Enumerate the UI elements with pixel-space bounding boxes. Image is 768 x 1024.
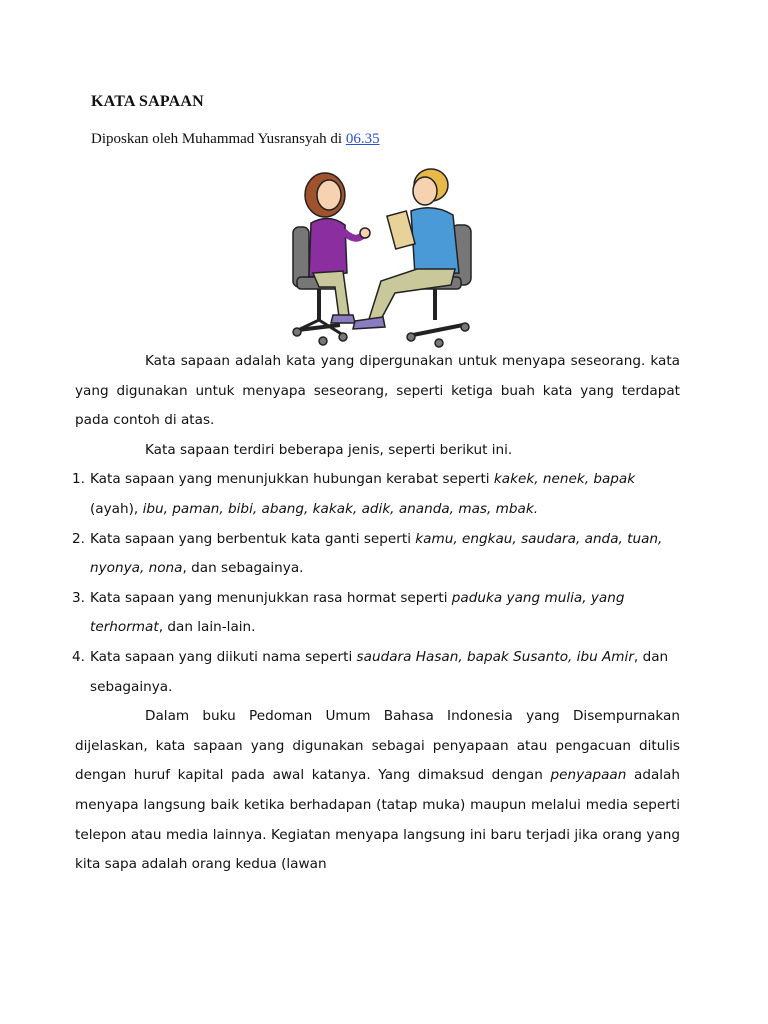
- sapaan-type-list: [72, 465, 680, 702]
- paragraph-pedoman: Dalam buku Pedoman Umum Bahasa Indonesia yang Disempurnakan dijelaskan, kata sapaan yang digunakan sebagai penyapaan atau pengacuan ditulis dengan huruf kapital pada awal katanya. Yang dimaksud dengan penyapaan adalah menyapa langsung baik ketika berhadapan (tatap muka) maupun melalui media seperti telepon atau media lainnya. Kegiatan menyapa langsung ini baru terjadi jika orang yang kita sapa adalah orang kedua (lawan: [75, 708, 680, 873]
- man-figure: [353, 169, 459, 329]
- list-item: 1. Kata sapaan yang menunjukkan hubungan kerabat seperti kakek, nenek, bapak (ayah), ibu, paman, bibi, abang, kakak, adik, ananda, mas, mbak.: [72, 471, 636, 517]
- paragraph-types-intro: Kata sapaan terdiri beberapa jenis, seperti berikut ini.: [145, 441, 513, 458]
- woman-figure: [305, 173, 370, 323]
- byline-author: Diposkan oleh Muhammad Yusransyah di: [91, 131, 346, 147]
- article-body: [72, 347, 680, 880]
- post-time-link[interactable]: 06.35: [345, 131, 380, 147]
- two-people-conversation-illustration: [283, 165, 483, 350]
- list-item: 4. Kata sapaan yang diikuti nama seperti saudara Hasan, bapak Susanto, ibu Amir, dan sebagainya.: [72, 648, 669, 695]
- post-byline: [91, 131, 380, 148]
- list-item: 3. Kata sapaan yang menunjukkan rasa hormat seperti paduka yang mulia, yang terhormat, dan lain-lain.: [72, 589, 625, 636]
- paragraph-definition: Kata sapaan adalah kata yang dipergunakan untuk menyapa seseorang. kata yang digunakan untuk menyapa seseorang, seperti ketiga buah kata yang terdapat pada contoh di atas.: [75, 353, 680, 429]
- list-item: 2. Kata sapaan yang berbentuk kata ganti seperti kamu, engkau, saudara, anda, tuan, nyonya, nona, dan sebagainya.: [72, 530, 663, 577]
- document-title: KATA SAPAAN: [91, 93, 204, 110]
